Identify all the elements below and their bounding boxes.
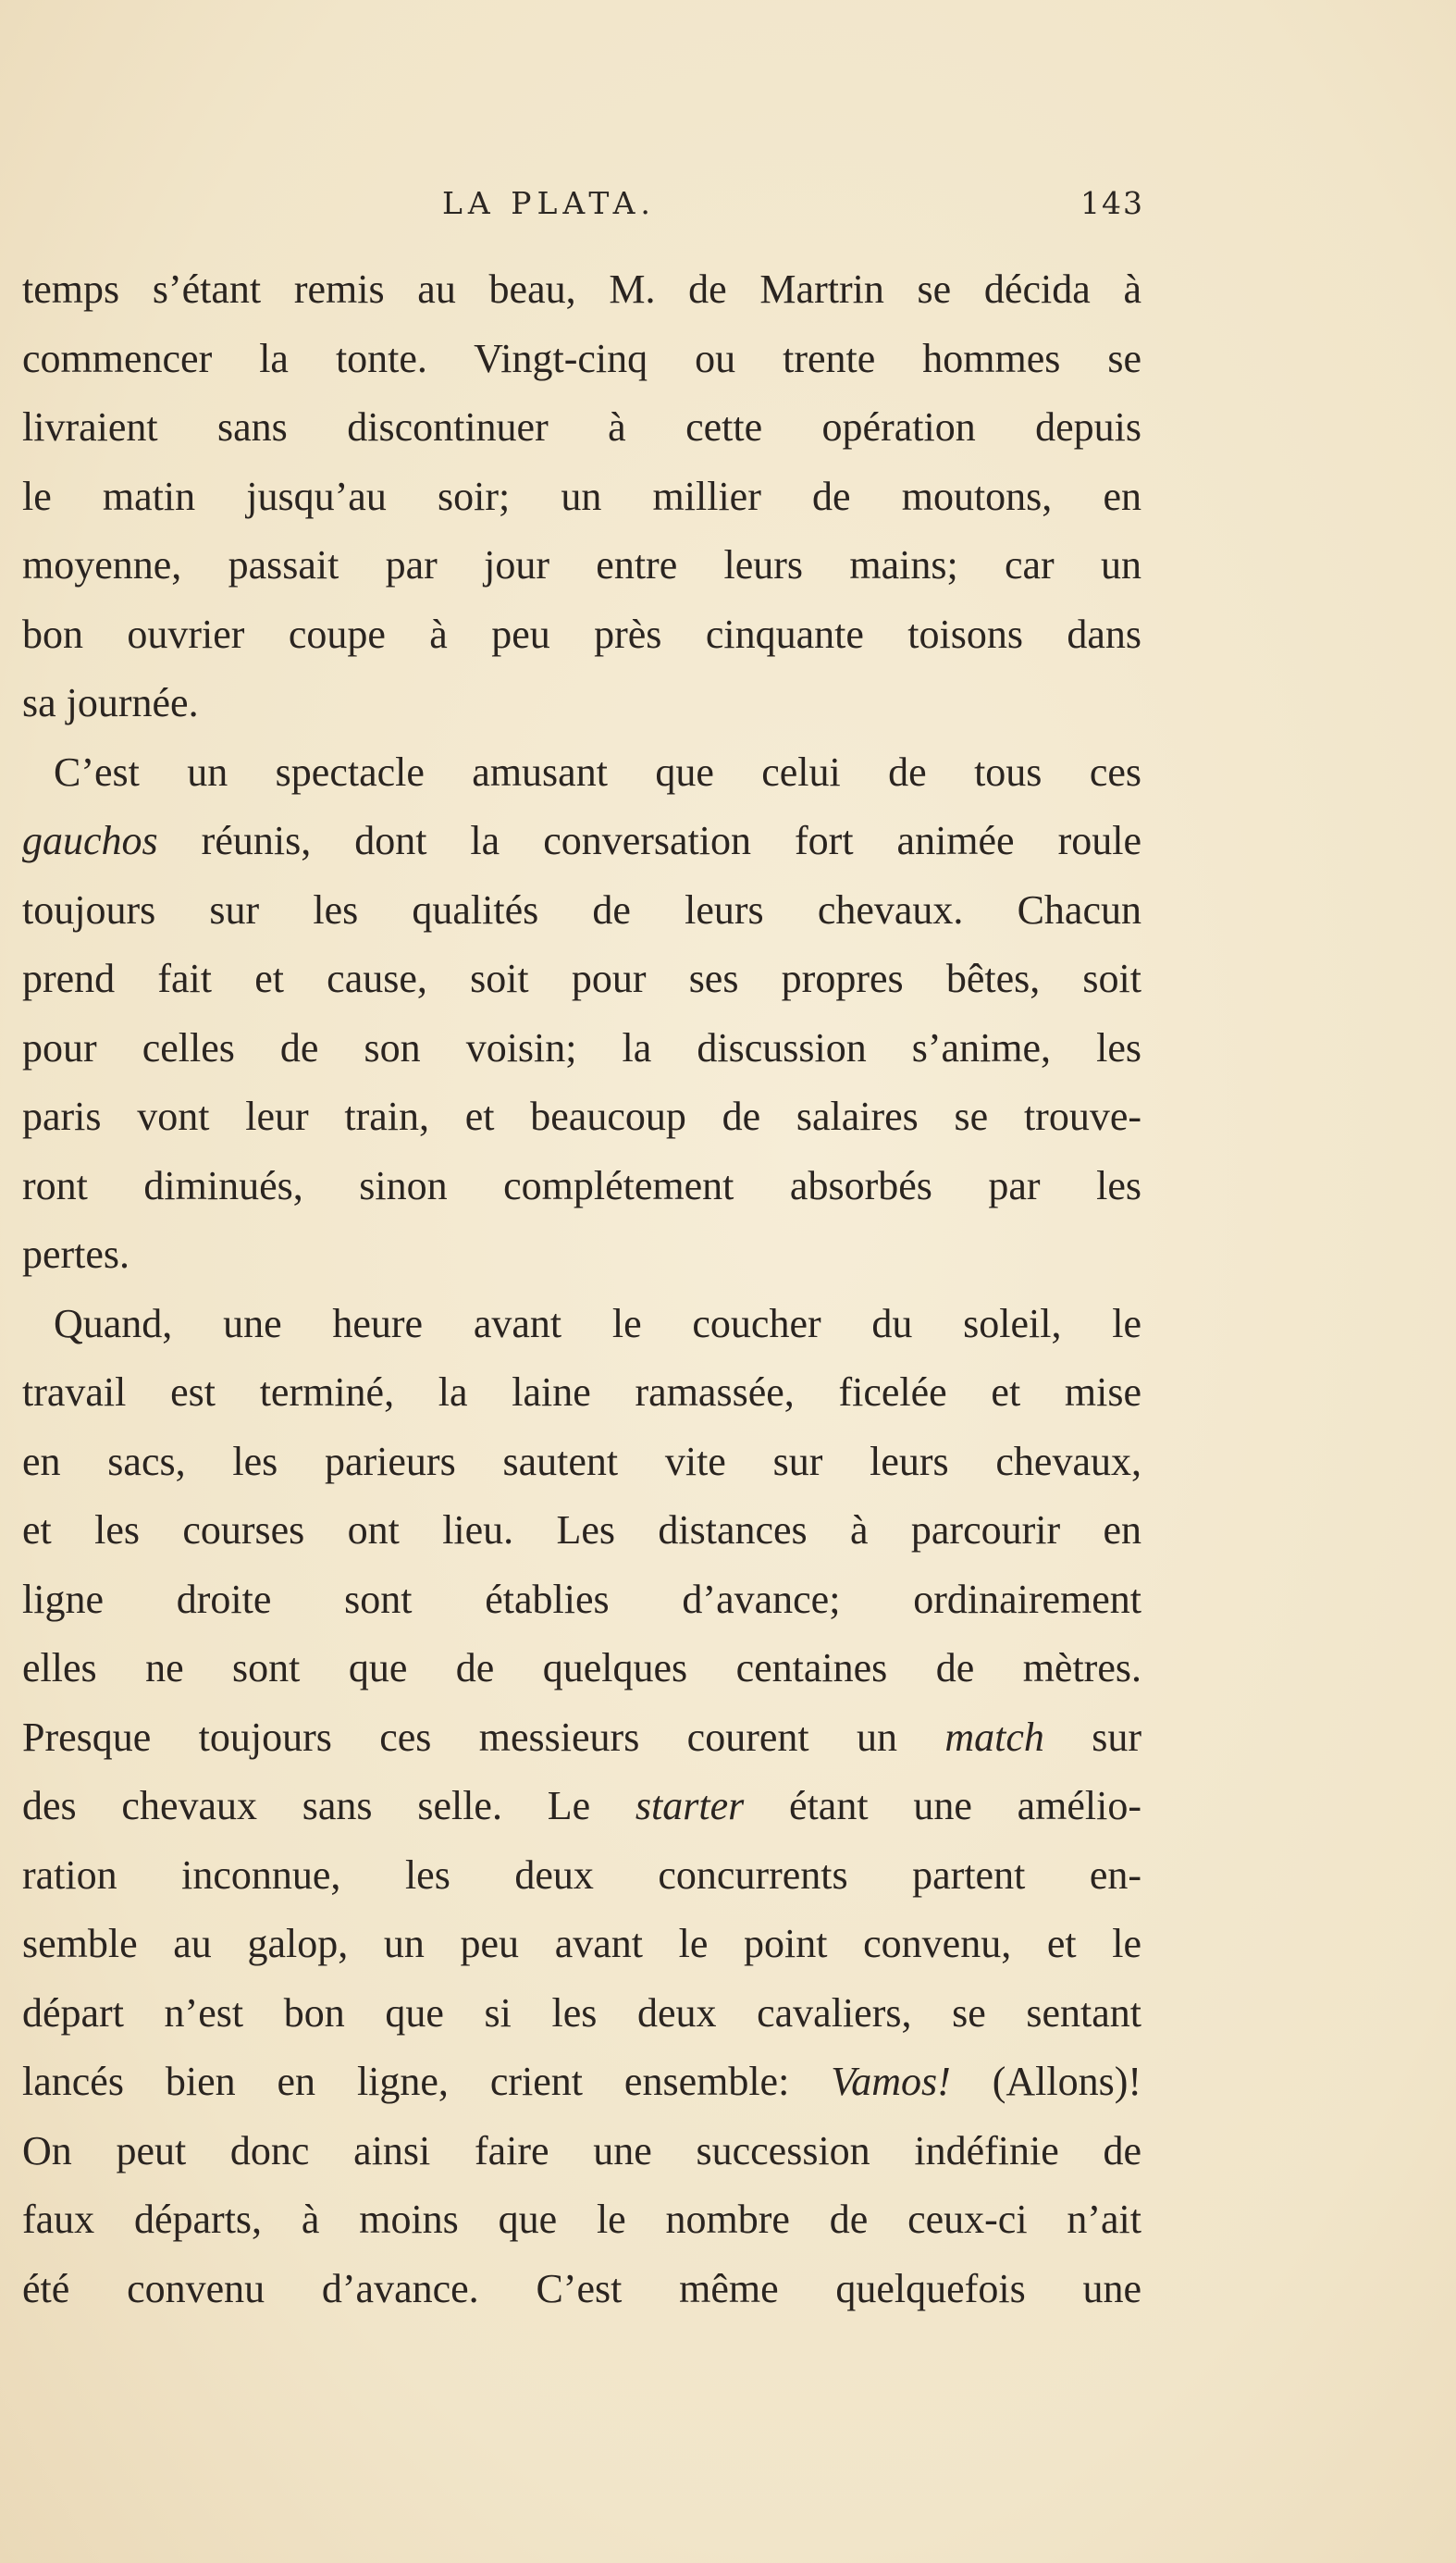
text-line [22,2048,1141,2117]
text-line: le matin jusqu’au soir; un millier de moutons, en [22,473,1141,519]
italic-word: match [944,1714,1044,1760]
text-line: pour celles de son voisin; la discussion s’anime, les [22,1024,1141,1071]
text-line: et les courses ont lieu. Les distances à parcourir en [22,1507,1141,1553]
text-line: pertes. [22,1232,130,1277]
text-line: elles ne sont que de quelques centaines de mètres. [22,1645,1141,1690]
text-line: ront diminués, sinon complétement absorbés par les [22,1162,1141,1208]
text-line: faux départs, à moins que le nombre de ceux-ci n’ait [22,2197,1141,2242]
text-line: moyenne, passait par jour entre leurs mains; car un [22,542,1141,588]
text-line: en sacs, les parieurs sautent vite sur leurs chevaux, [22,1438,1141,1484]
italic-word: Vamos! [831,2059,951,2104]
text-line [22,1772,1141,1841]
text-line: semble au galop, un peu avant le point convenu, et le [22,1921,1141,1966]
text-line: été convenu d’avance. C’est même quelquefois une [22,2265,1141,2311]
text-line: travail est terminé, la laine ramassée, ficelée et mise [22,1369,1141,1415]
text-span: étant une amélio- [744,1783,1141,1828]
text-span: sur [1043,1714,1141,1760]
text-line: ligne droite sont établies d’avance; ordinairement [22,1576,1141,1622]
text-span: réunis, dont la conversation fort animée roule [157,818,1141,863]
text-line: prend fait et cause, soit pour ses propres bêtes, soit [22,956,1141,1001]
text-line: départ n’est bon que si les deux cavaliers, se sentant [22,1989,1141,2036]
text-span: Presque toujours ces messieurs courent un [22,1714,945,1760]
text-line [22,807,1141,876]
text-line: bon ouvrier coupe à peu près cinquante toisons dans [22,611,1141,657]
text-line: livraient sans discontinuer à cette opération depuis [22,404,1141,450]
body-text [22,255,1141,2323]
text-line: On peut donc ainsi faire une succession indéfinie de [22,2127,1141,2173]
text-line: temps s’étant remis au beau, M. de Martrin se décida à [22,266,1141,312]
text-span: (Allons)! [950,2059,1141,2104]
text-line: paris vont leur train, et beaucoup de salaires se trouve- [22,1094,1141,1139]
italic-word: gauchos [22,818,158,863]
text-line: commencer la tonte. Vingt-cinq ou trente hommes se [22,335,1141,381]
text-span: des chevaux sans selle. Le [22,1783,635,1828]
page-number: 143 [1080,185,1144,221]
running-head [0,185,1456,241]
text-line: Quand, une heure avant le coucher du soleil, le [54,1300,1141,1346]
italic-word: starter [635,1783,745,1828]
text-line: toujours sur les qualités de leurs chevaux. Chacun [22,886,1141,933]
text-line: C’est un spectacle amusant que celui de tous ces [54,749,1141,795]
running-title: LA PLATA. [442,185,656,221]
text-span: lancés bien en ligne, crient ensemble: [22,2059,832,2104]
text-line: ration inconnue, les deux concurrents partent en- [22,1851,1141,1898]
text-line: sa journée. [22,680,199,725]
text-line [22,1703,1141,1773]
